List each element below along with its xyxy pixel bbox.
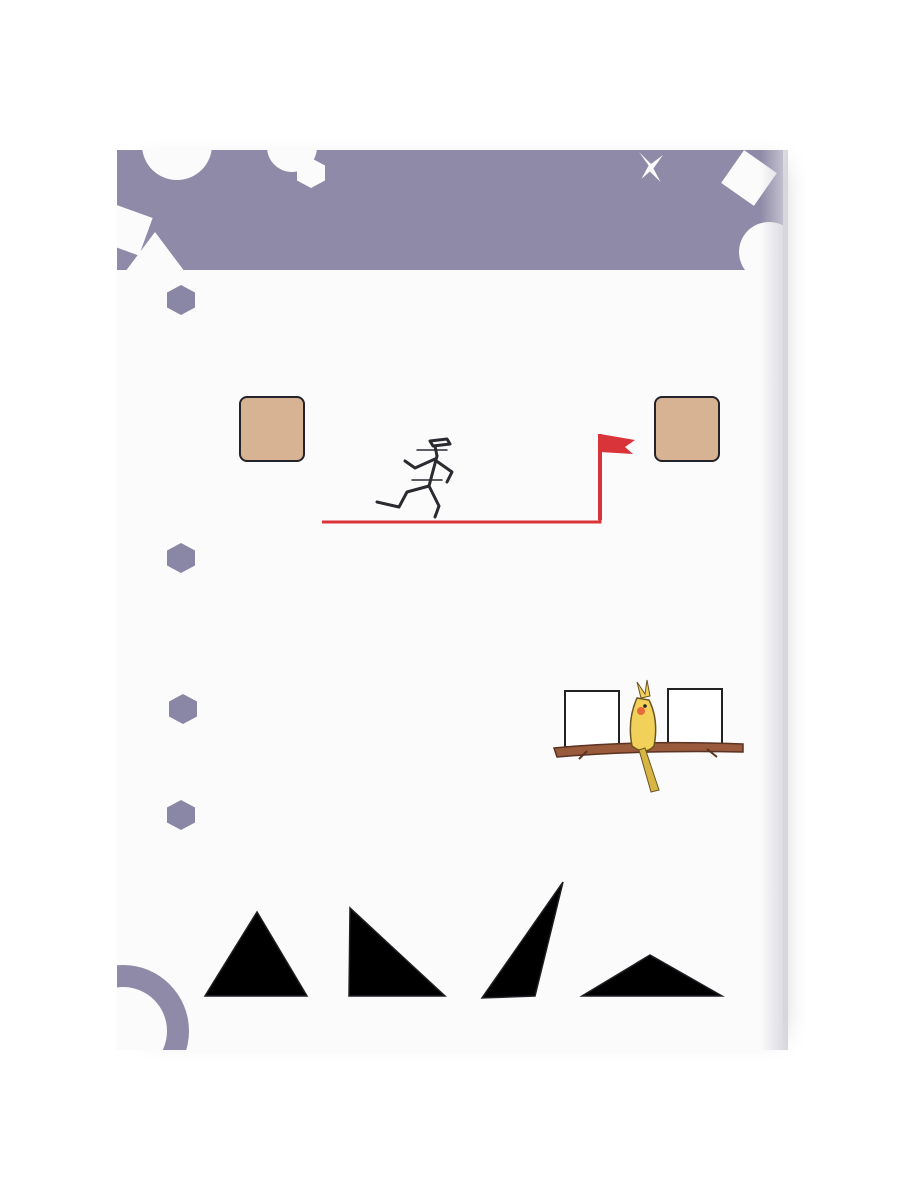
green-triangle <box>482 882 563 998</box>
workbook-page <box>117 150 783 1050</box>
yellow-triangle <box>582 955 722 996</box>
triangles <box>117 150 783 1050</box>
blue-triangle <box>349 908 445 996</box>
red-triangle <box>205 912 307 996</box>
page-edge-shadow <box>760 150 788 1050</box>
